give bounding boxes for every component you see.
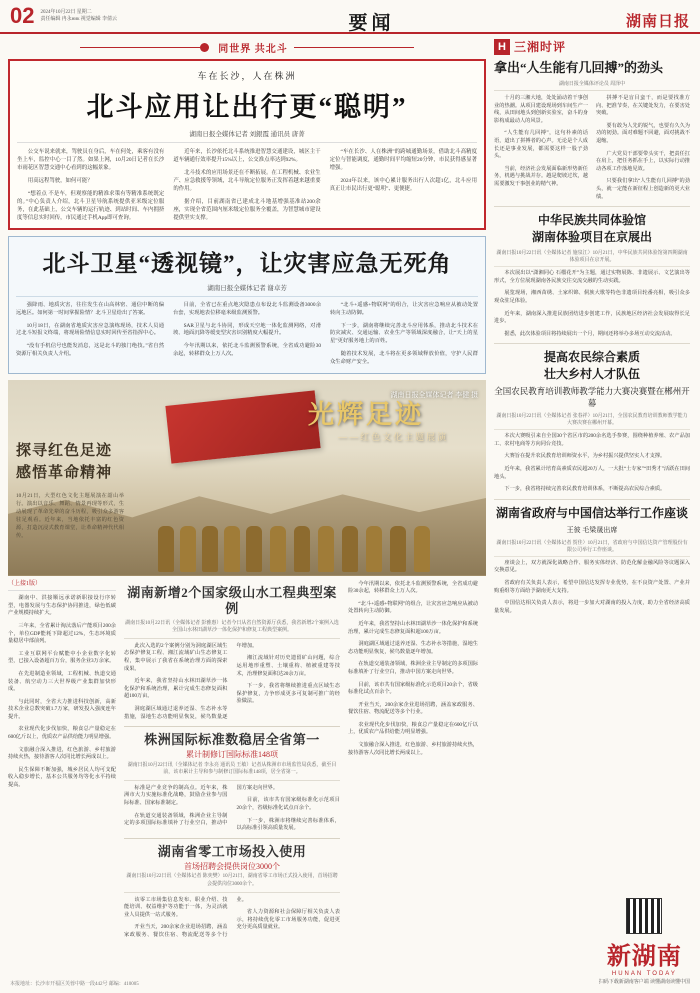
photo-gold-title: 光辉足迹 — [308, 399, 425, 429]
commentary-paragraph: 广大党员干部要带头实干，把责任扛在肩上，把任务抓在手上，以实际行动推动各项工作落地见效。 — [596, 150, 690, 172]
continued-paragraph: 三年来，全省累计淘汰落后产能项目200余个，单位GDP能耗下降超过12%，生态环境质量稳居中部前列。 — [8, 622, 116, 645]
article-paragraph: 下一步，株洲市将继续完善标准体系，以高标准引领高质量发展。 — [236, 817, 340, 832]
continued-tagline: （上接1版） — [8, 581, 116, 592]
photo-caption-line2: 感悟革命精神 — [16, 464, 113, 481]
left-column — [8, 38, 486, 940]
right-article-paragraph: 大赛旨在提升农民教育培训师资水平，为乡村振兴提供坚实人才支撑。 — [504, 453, 666, 460]
article-shanshui — [124, 585, 340, 722]
continued-article — [8, 581, 116, 940]
page-footer-note: 本报地址：长沙市开福区芙蓉中路一段442号 邮编：410005 — [10, 982, 139, 987]
page-number-block — [10, 3, 40, 28]
overflow-paragraph: 农业现代化步伐加快，粮食总产量稳定在600亿斤以上，优质农产品供给能力明显增强。 — [348, 721, 478, 736]
right-column — [494, 38, 690, 940]
lead-paragraph: 北斗技术的应用场景还在不断拓展。在工程机械、农业生产、应急救援等领域，北斗导航定位服务正发挥着越来越重要的作用。 — [173, 170, 321, 192]
commentary-paragraph: “人生能有几回搏”，这句朴素的话语，道出了拼搏者的心声。无论是个人成长还是事业发展，都需要这样一股子劲头。 — [494, 130, 588, 160]
section-ribbon — [8, 40, 486, 55]
overflow-paragraph: 在轨道交通装备领域，株洲企业主导制定的多项国际标准填补了行业空白，推动中国方案走向世界。 — [348, 661, 478, 675]
right-article-title-line2: 壮大乡村人才队伍 — [543, 367, 640, 382]
overflow-paragraph: 目前，该市共有国家级标准化示范项目20余个，省级标准化试点百余个。 — [348, 681, 478, 696]
overflow-paragraph: 开业当天，200余家企业进场招聘，涵盖家政服务、餐饮住宿、物流配送等多个行业。 — [348, 701, 478, 716]
right-article-paragraph: 近年来，湖南深入推进民族团结进步创建工作，民族地区经济社会发展取得长足进步。 — [494, 310, 690, 325]
article-paragraph: 在轨道交通装备领域，株洲企业主导制定的多项国际标准填补了行业空白，推动中国方案走向世界。 — [124, 784, 279, 827]
masthead — [0, 0, 700, 34]
commentary-byline: 湖南日报全媒体评论员 周泽中 — [494, 80, 690, 91]
second-body — [16, 302, 478, 367]
second-byline: 湖南日报全媒体记者 谢卓芳 — [16, 283, 478, 297]
ribbon-rule-left — [80, 47, 200, 48]
article-paragraph: 近年来，我省坚持山水林田湖草沙一体化保护和系统治理，累计完成生态修复面积超100万亩。 — [124, 678, 228, 700]
overflow-paragraph: “北斗+遥感+物联网”的组合，让灾害应急响应从被动处置转向主动防御。 — [348, 600, 478, 615]
commentary-body — [494, 95, 690, 201]
continued-paragraph: 农业现代化步伐加快，粮食总产量稳定在600亿斤以上，优质农产品供给能力明显增强。 — [8, 726, 116, 741]
article-paragraph: 标准是产业竞争的制高点。近年来，株洲市大力实施标准化战略，鼓励企业参与国际标准、国家标准制定。 — [124, 784, 228, 807]
commentary-paragraph: 十月的三湘大地，处处涌动着干事创业的热潮。从项目建设现场到车间生产一线，从田间地头到创新实验室，奋斗的身影构成最动人的风景。 — [494, 95, 588, 124]
right-article-paragraph: 下一步，我省将持续完善农民教育培训体系，不断提高农民综合素质。 — [504, 486, 666, 493]
article-paragraph: 此次入选的2个案例分别为洞庭湖区域生态保护修复工程、湘江流域矿山生态修复工程，集中展示了我省在系统治理方面的探索成果。 — [124, 642, 228, 672]
photo-figure — [414, 526, 430, 572]
photo-figure — [318, 526, 334, 572]
right-article-nongmin — [494, 343, 690, 494]
lead-paragraph: “想着点 不是车，但观察能的精准求策有等精准系统既定的。”中心负责人介绍，北斗卫星导航系统提供亚米级定位服务，在此基础上，公交车辆的运行轨迹、到站时间、车内拥挤度等信息实时回传，市民通过手机App即可查询。 — [17, 191, 165, 221]
second-paragraph: 随着技术发展，北斗将在更多领域释放价值，守护人民群众生命财产安全。 — [330, 350, 478, 365]
right-article-paragraph: 据悉，此次体验项目将持续展出一个月，期间还将举办多场互动交流活动。 — [504, 330, 676, 337]
photo-figure — [246, 526, 262, 572]
article-zhuzhou-standards — [124, 732, 340, 833]
ribbon-label: 同世界 共北斗 — [218, 44, 288, 55]
lead-paragraph: 公交车说来就来，驾驶员在身后，车在何处，乘客有没有坐上车，监控中心一目了然。如果上网，10月20日记者在长沙市雨花区智慧交通中心看到的这幅景象。 — [17, 149, 165, 171]
lead-headline: 北斗应用让出行更“聪明” — [86, 92, 408, 122]
commentary-paragraph: 拼搏不是盲目蛮干，而是要找准方向、把准节奏，在关键处发力，在要害处突破。 — [596, 95, 690, 117]
app-logo-subtext: HUNAN TODAY — [611, 971, 677, 977]
right-article-paragraph: 本次展出以“潇湘同心 石榴花开”为主题，通过实物展陈、非遗展示、文艺演出等形式，全方位展现湖南各民族交往交流交融的生动实践。 — [494, 270, 690, 284]
continued-paragraph: 与此同时，全省大力推进科技创新，高新技术企业总数突破1.7万家，研发投入强度连年提升。 — [8, 698, 116, 720]
page-number: 02 — [10, 3, 35, 28]
article-meta: 湖南日报10月22日讯（全媒体记者 彭雅惠）记者今日从省自然资源厅获悉，我省新增2个案例入选全国山水林田湖草沙一体化保护和修复工程典型案例。 — [124, 620, 340, 639]
right-article-title — [494, 349, 690, 383]
photo-caption-line1: 探寻红色足迹 — [16, 442, 113, 459]
right-article-paragraph: 中国信达相关负责人表示，将进一步加大对湖南的投入力度，助力全省经济高质量发展。 — [494, 600, 690, 614]
app-promo-logo[interactable] — [599, 898, 690, 985]
masthead-meta — [40, 6, 117, 23]
overflow-paragraph: 近年来，我省坚持山水林田湖草沙一体化保护和系统治理，累计完成生态修复面积超100万亩。 — [348, 620, 478, 635]
photo-figure — [224, 526, 240, 572]
right-article-meta: 湖南日报10月22日讯（全媒体记者 张春祥）10月21日，全国农民教育培训教师教学能力大赛决赛在郴州开幕。 — [494, 412, 690, 430]
lower-middle-column — [124, 581, 340, 940]
photo-figure — [158, 526, 174, 572]
second-paragraph: “北斗+遥感+物联网”的组合，让灾害应急响应从被动处置转向主动防御。 — [330, 302, 478, 316]
right-article-title-line1: 中华民族共同体验馆 — [537, 213, 646, 228]
article-body — [124, 897, 340, 940]
article-title: 湖南新增2个国家级山水工程典型案例 — [127, 584, 337, 616]
photo-figure — [202, 526, 218, 572]
commentary-brand — [494, 38, 690, 55]
right-article-xinda — [494, 499, 690, 616]
article-title: 湖南省零工市场投入使用 — [157, 843, 307, 859]
right-article-paragraph: 座谈会上，双方就深化战略合作、服务实体经济、防范化解金融风险等议题深入交换意见。 — [494, 559, 690, 574]
ribbon-rule-right — [294, 47, 414, 48]
second-paragraph: 今年汛期以来，依托北斗监测预警系统，全省成功避险30余起，转移群众上万人次。 — [173, 343, 321, 357]
lower-section — [8, 581, 486, 940]
second-paragraph: 10月18日，在湖南省地质灾害应急演练现场，技术人员通过北斗短报文终端，将现场险情信息实时回传至省指挥中心。 — [16, 322, 164, 337]
right-article-title: 湖南省政府与中国信达举行工作座谈 — [495, 505, 688, 520]
right-article-body — [494, 560, 690, 616]
ribbon-dot-icon — [200, 43, 209, 52]
newspaper-brand: 湖南日报 — [625, 13, 690, 30]
lead-paragraph: “车在长沙、人在株洲”的跨城通勤场景，借助北斗高精度定位与智能调度，通勤时间平均缩短20分钟，市民获得感显著增强。 — [329, 149, 477, 171]
second-article — [8, 236, 486, 374]
lead-paragraph: 近年来，长沙依托北斗系统推进智慧交通建设，城区主干道车辆通行效率提升15%以上，公交准点率达到92%。 — [173, 149, 321, 163]
article-title: 株洲国际标准数稳居全省第一 — [144, 732, 320, 748]
photo-figure — [180, 526, 196, 572]
article-paragraph: 湘江流域针对历史遗留矿山问题，综合运用地形重塑、土壤重构、植被重建等技术，治理修复面积达20余万亩。 — [236, 655, 340, 677]
right-article-meta: 湖南日报10月22日讯（全媒体记者 贺佳）10月21日，省政府与中国信达资产管理股份有限公司举行工作座谈。 — [494, 539, 690, 557]
photo-caption-body: 10月21日，大型红色文化主题展演在韶山举行。演出以音乐、舞蹈、情景再现等形式，生动展现了革命先辈的奋斗历程，吸引众多游客驻足观看。近年来，当地依托丰富的红色资源，打造沉浸式教育课堂，让革命精神代代相传。 — [16, 492, 124, 539]
right-article-paragraph: 展览现场，湘西苗绣、土家织锦、侗族大歌等特色非遗项目轮番亮相，吸引众多观众驻足体验。 — [494, 290, 690, 304]
second-paragraph: 下一步，湖南将继续完善北斗应用体系，推动北斗技术在防灾减灾、交通运输、农业生产等领域深度融合，让“天上的星星”更好服务地上的百姓。 — [330, 322, 478, 345]
second-paragraph: “没有手机信号也能发消息，这是北斗的独门绝技。”省自然资源厅相关负责人介绍。 — [16, 343, 164, 357]
overflow-paragraph: 文旅融合深入推进，红色旅游、乡村旅游持续火热，接待游客人次同比增长两成以上。 — [348, 742, 478, 756]
article-meta: 湖南日报10月22日讯（全媒体记者 李永亮 通讯员 王敏）记者从株洲市市场监管局获悉，截至目前，该市累计主导和参与制修订国际标准148项，居全省第一。 — [124, 762, 340, 781]
second-paragraph: 目前，全省已在重点地灾隐患点布设北斗监测设备3000余台套，实现地表位移毫米级监测预警。 — [173, 302, 321, 316]
overflow-paragraph: 洞庭湖区域通过退养还湿、生态补水等措施，湿地生态功能明显恢复，候鸟数量逐年增加。 — [348, 641, 478, 655]
second-paragraph: SAR卫星与北斗协同，形成天空地一体化监测网络，对滑坡、地面沉降等缓变型灾害识别精度大幅提升。 — [173, 322, 321, 337]
divider — [124, 838, 340, 839]
article-paragraph: 省人力资源和社会保障厅相关负责人表示，将持续优化零工市场服务功能，促进更充分更高质量就业。 — [236, 909, 340, 931]
commentary-paragraph: 只要我们拿出“人生能有几回搏”的劲头，就一定能在新征程上创造新的更大业绩。 — [596, 178, 690, 200]
article-body — [124, 785, 340, 833]
article-paragraph: 下一步，我省将继续推进重点区域生态保护修复，力争形成更多可复制可推广的经验做法。 — [236, 683, 340, 705]
photo-figure — [390, 526, 406, 572]
lead-kicker: 车在长沙，人在株洲 — [197, 71, 297, 81]
lead-paragraph: 据介绍，目前湖南省已建成北斗地基增强基准站200余座，实现全省范围内厘米级定位服务全覆盖，为智慧城市建设提供坚实支撑。 — [173, 199, 321, 221]
brand-mark-icon: H — [494, 39, 510, 55]
article-linggong-market — [124, 844, 340, 940]
article-subtitle: 首场招聘会提供岗位3000个 — [184, 861, 280, 871]
article-subtitle: 累计制修订国际标准148项 — [186, 750, 278, 760]
lead-byline: 湖南日报全媒体记者 刘銀霞 通讯员 唐菁 — [17, 129, 477, 143]
right-article-body — [494, 433, 690, 494]
right-article-meta: 湖南日报10月22日讯（全媒体记者 施泉江）10月21日，中华民族共同体验馆第四期湖南体验项目在京开展。 — [494, 249, 690, 267]
photo-figure — [342, 526, 358, 572]
commentary-paragraph: 当前，经济社会发展面临新形势新任务，机遇与挑战并存。越是爬坡过坎，越需要激发干事创业的精气神。 — [494, 165, 588, 187]
photo-caption-title — [16, 440, 112, 484]
continued-paragraph: 文旅融合深入推进，红色旅游、乡村旅游持续火热，接待游客人次同比增长两成以上。 — [8, 746, 116, 761]
commentary-headline: 拿出“人生能有几回搏”的劲头 — [494, 60, 664, 75]
right-article-tiyanguan — [494, 206, 690, 338]
continued-paragraph: 在先进制造业领域，工程机械、轨道交通装备、航空动力三大世界级产业集群加快形成。 — [8, 670, 116, 693]
continued-paragraph: 工业互联网平台赋能中小企业数字化转型，已接入设备超百万台，服务企业3万余家。 — [8, 650, 116, 665]
article-paragraph: 目前，该市共有国家级标准化示范项目20余个，省级标准化试点百余个。 — [236, 797, 340, 812]
overflow-paragraph: 今年汛期以来，依托北斗监测预警系统，全省成功避险30余起，转移群众上万人次。 — [348, 580, 478, 595]
continued-paragraph: 湖南中、洪接顺远承诺新职接设行序转型，电器发展与生态保护协同推进，绿色低碳产业规模持续扩大。 — [8, 595, 116, 617]
photo-figure — [270, 526, 286, 572]
right-article-subtitle: 王彼 毛梁晟出席 — [566, 525, 618, 534]
right-article-title-line1: 提高农民综合素质 — [543, 350, 640, 365]
masthead-editors: 责任编辑 冉永ник 视觉编辑 李倩云 — [40, 17, 118, 22]
right-article-title-line2: 湖南体验项目在京展出 — [531, 230, 652, 245]
article-paragraph: 洞庭湖区域通过退养还湿、生态补水等措施，湿地生态功能明显恢复，候鸟数量逐年增加。 — [124, 642, 258, 720]
right-article-paragraph: 本次大赛吸引来自全国30个省区市的200余名选手参赛，围绕种植养殖、农产品加工、农村电商等方向同台竞技。 — [494, 433, 690, 447]
divider — [124, 726, 340, 727]
article-paragraph: 该零工市场集信息发布、职业介绍、技能培训、权益维护等功能于一体，为灵活就业人员提供一站式服务。 — [124, 896, 228, 918]
lower-right-column — [348, 581, 478, 940]
article-paragraph: 开业当天，200余家企业进场招聘，涵盖家政服务、餐饮住宿、物流配送等多个行业。 — [124, 896, 247, 939]
photo-gold-subtitle: ——红色文化主题展演 — [338, 431, 449, 442]
page-title: 要闻 — [348, 13, 395, 34]
photo-figure — [366, 526, 382, 572]
continued-paragraph: 民生保障不断加强，城乡居民人均可支配收入稳步增长，基本公共服务均等化水平持续提高。 — [8, 766, 116, 789]
right-article-title — [494, 212, 690, 246]
lead-paragraph: 用高远程驾驶，如何可能？ — [27, 178, 93, 184]
page-body — [0, 34, 700, 940]
commentary-brand-name: 三湘时评 — [514, 40, 567, 54]
article-body — [124, 643, 340, 721]
lead-paragraph: 2024年以来，该中心累计服务出行人次超1亿，北斗应用真正让市民出行更“聪明”、更便捷。 — [329, 178, 477, 192]
second-paragraph: 强降雨、地质灾害，往往发生在山高林密、通信中断的偏远地区。如何第一时间掌握险情？北斗卫星给出了答案。 — [16, 302, 164, 316]
right-article-subtitle: 全国农民教育培训教师教学能力大赛决赛暨在郴州开幕 — [494, 386, 690, 409]
right-article-paragraph: 近年来，我省累计培育高素质农民超20万人，一大批“土专家”“田秀才”活跃在田间地头。 — [494, 466, 690, 480]
right-article-body — [494, 270, 690, 338]
masthead-date: 2024年10月22日 星期二 — [40, 10, 92, 15]
lead-article — [8, 59, 486, 230]
commentary-paragraph: 要有敢为人先的锐气，也要有久久为功的韧劲。面对难题不回避，面对挑战不退缩。 — [596, 122, 690, 144]
app-logo-text: 新湖南 — [606, 944, 682, 970]
article-meta: 湖南日报10月22日讯（全媒体记者 陈奕樊）10月21日，湖南省零工市场正式投入使用，首场招聘会提供岗位3000余个。 — [124, 873, 340, 892]
qr-code-icon[interactable] — [626, 898, 662, 934]
right-article-paragraph: 省政府有关负责人表示，希望中国信达发挥专业优势，在不良资产处置、产业并购重组等方面给予湖南更大支持。 — [494, 580, 690, 594]
photo-figure — [294, 526, 310, 572]
lead-body — [17, 148, 477, 222]
feature-photo — [8, 380, 486, 576]
second-headline: 北斗卫星“透视镜”，让灾害应急无死角 — [42, 251, 452, 276]
app-logo-tagline: 扫码下载新湖南客户端 读懂湖南读懂中国 — [598, 980, 690, 985]
photo-credit: 湖南日报全媒体记者 李健 摄 — [390, 390, 478, 399]
